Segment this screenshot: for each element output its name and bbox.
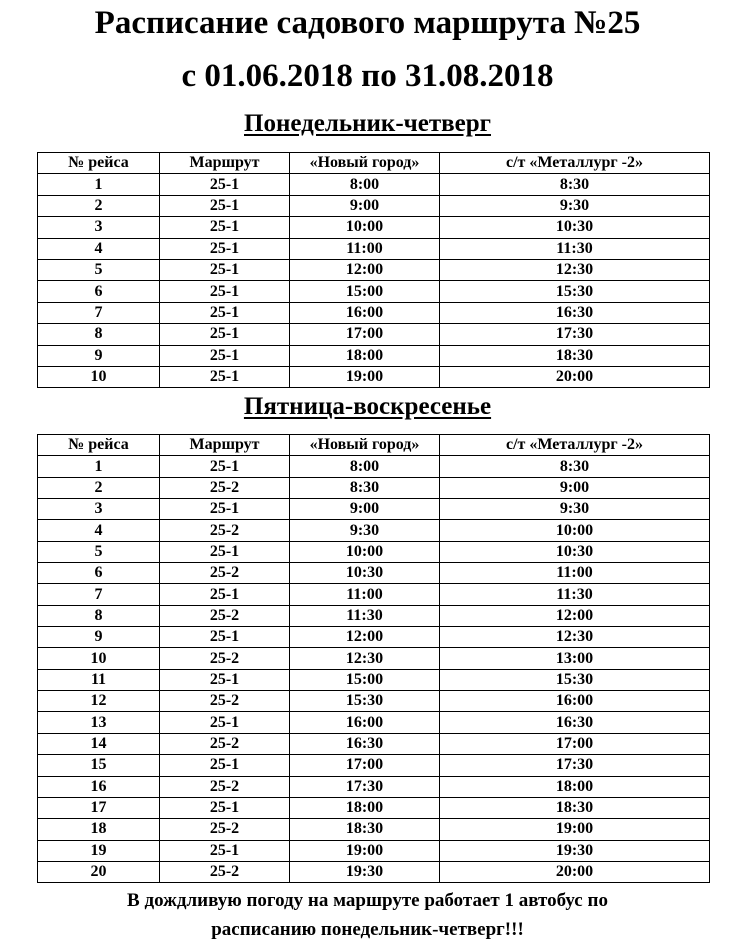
route-cell: 25-2 <box>160 520 290 541</box>
trip-number-cell: 2 <box>38 477 160 498</box>
novy-gorod-time-cell: 15:00 <box>290 669 440 690</box>
table-row <box>38 477 710 498</box>
novy-gorod-time-cell: 18:00 <box>290 797 440 818</box>
trip-number-cell: 9 <box>38 345 160 366</box>
novy-gorod-time-cell: 19:00 <box>290 840 440 861</box>
trip-number-cell: 12 <box>38 691 160 712</box>
page-title: Расписание садового маршрута №25 <box>94 5 641 41</box>
novy-gorod-time-cell: 12:00 <box>290 259 440 280</box>
route-cell: 25-1 <box>160 281 290 302</box>
table-row <box>38 712 710 733</box>
column-header-metallurg: с/т «Металлург -2» <box>440 153 710 174</box>
route-cell: 25-1 <box>160 456 290 477</box>
table-row <box>38 324 710 345</box>
novy-gorod-time-cell: 10:30 <box>290 563 440 584</box>
metallurg-time-cell: 17:00 <box>440 733 710 754</box>
novy-gorod-time-cell: 17:00 <box>290 755 440 776</box>
metallurg-time-cell: 16:30 <box>440 712 710 733</box>
metallurg-time-cell: 8:30 <box>440 456 710 477</box>
route-cell: 25-1 <box>160 195 290 216</box>
table-row <box>38 281 710 302</box>
table-header-row <box>38 153 710 174</box>
table-row <box>38 217 710 238</box>
metallurg-time-cell: 18:30 <box>440 797 710 818</box>
table-row <box>38 733 710 754</box>
novy-gorod-time-cell: 19:30 <box>290 861 440 882</box>
metallurg-time-cell: 12:30 <box>440 627 710 648</box>
trip-number-cell: 8 <box>38 605 160 626</box>
table-header-row <box>38 435 710 456</box>
route-cell: 25-1 <box>160 324 290 345</box>
route-cell: 25-1 <box>160 712 290 733</box>
metallurg-time-cell: 11:30 <box>440 584 710 605</box>
metallurg-time-cell: 12:30 <box>440 259 710 280</box>
route-cell: 25-2 <box>160 648 290 669</box>
trip-number-cell: 11 <box>38 669 160 690</box>
trip-number-cell: 6 <box>38 563 160 584</box>
route-cell: 25-1 <box>160 345 290 366</box>
route-cell: 25-2 <box>160 605 290 626</box>
route-cell: 25-2 <box>160 477 290 498</box>
trip-number-cell: 3 <box>38 499 160 520</box>
table-row <box>38 456 710 477</box>
date-range: с 01.06.2018 по 31.08.2018 <box>181 58 554 94</box>
novy-gorod-time-cell: 9:30 <box>290 520 440 541</box>
metallurg-time-cell: 13:00 <box>440 648 710 669</box>
trip-number-cell: 8 <box>38 324 160 345</box>
trip-number-cell: 5 <box>38 541 160 562</box>
trip-number-cell: 19 <box>38 840 160 861</box>
metallurg-time-cell: 16:00 <box>440 691 710 712</box>
column-header-trip-number: № рейса <box>38 153 160 174</box>
trip-number-cell: 6 <box>38 281 160 302</box>
route-cell: 25-1 <box>160 755 290 776</box>
trip-number-cell: 7 <box>38 584 160 605</box>
metallurg-time-cell: 11:30 <box>440 238 710 259</box>
route-cell: 25-2 <box>160 691 290 712</box>
route-cell: 25-1 <box>160 840 290 861</box>
table-row <box>38 627 710 648</box>
metallurg-time-cell: 20:00 <box>440 861 710 882</box>
route-cell: 25-1 <box>160 174 290 195</box>
table-row <box>38 861 710 882</box>
route-cell: 25-1 <box>160 499 290 520</box>
novy-gorod-time-cell: 15:00 <box>290 281 440 302</box>
table-row <box>38 302 710 323</box>
trip-number-cell: 7 <box>38 302 160 323</box>
trip-number-cell: 9 <box>38 627 160 648</box>
table-row <box>38 259 710 280</box>
table-row <box>38 755 710 776</box>
route-cell: 25-1 <box>160 238 290 259</box>
trip-number-cell: 17 <box>38 797 160 818</box>
novy-gorod-time-cell: 9:00 <box>290 499 440 520</box>
column-header-metallurg: с/т «Металлург -2» <box>440 435 710 456</box>
route-cell: 25-1 <box>160 302 290 323</box>
weekday-schedule-table <box>37 152 710 388</box>
route-cell: 25-2 <box>160 819 290 840</box>
novy-gorod-time-cell: 15:30 <box>290 691 440 712</box>
table-row <box>38 605 710 626</box>
route-cell: 25-1 <box>160 541 290 562</box>
trip-number-cell: 4 <box>38 238 160 259</box>
trip-number-cell: 10 <box>38 366 160 387</box>
table-row <box>38 541 710 562</box>
route-cell: 25-1 <box>160 366 290 387</box>
table-row <box>38 195 710 216</box>
metallurg-time-cell: 19:00 <box>440 819 710 840</box>
route-cell: 25-1 <box>160 797 290 818</box>
metallurg-time-cell: 15:30 <box>440 669 710 690</box>
route-cell: 25-2 <box>160 861 290 882</box>
novy-gorod-time-cell: 19:00 <box>290 366 440 387</box>
column-header-route: Маршрут <box>160 153 290 174</box>
table-row <box>38 840 710 861</box>
trip-number-cell: 14 <box>38 733 160 754</box>
column-header-novy-gorod: «Новый город» <box>290 435 440 456</box>
metallurg-time-cell: 19:30 <box>440 840 710 861</box>
novy-gorod-time-cell: 11:00 <box>290 238 440 259</box>
table-row <box>38 238 710 259</box>
trip-number-cell: 1 <box>38 174 160 195</box>
novy-gorod-time-cell: 12:00 <box>290 627 440 648</box>
route-cell: 25-1 <box>160 669 290 690</box>
table-row <box>38 691 710 712</box>
rain-notice-line1: В дождливую погоду на маршруте работает 1 автобус по <box>127 890 608 911</box>
table-row <box>38 174 710 195</box>
metallurg-time-cell: 20:00 <box>440 366 710 387</box>
novy-gorod-time-cell: 16:00 <box>290 712 440 733</box>
novy-gorod-time-cell: 8:30 <box>290 477 440 498</box>
table-row <box>38 366 710 387</box>
table-row <box>38 499 710 520</box>
table-row <box>38 669 710 690</box>
weekday-heading: Понедельник-четверг <box>244 110 491 137</box>
route-cell: 25-2 <box>160 563 290 584</box>
table-row <box>38 345 710 366</box>
trip-number-cell: 4 <box>38 520 160 541</box>
table-row <box>38 648 710 669</box>
metallurg-time-cell: 17:30 <box>440 324 710 345</box>
novy-gorod-time-cell: 16:30 <box>290 733 440 754</box>
route-cell: 25-2 <box>160 776 290 797</box>
novy-gorod-time-cell: 8:00 <box>290 174 440 195</box>
metallurg-time-cell: 18:30 <box>440 345 710 366</box>
metallurg-time-cell: 10:00 <box>440 520 710 541</box>
metallurg-time-cell: 15:30 <box>440 281 710 302</box>
novy-gorod-time-cell: 12:30 <box>290 648 440 669</box>
trip-number-cell: 15 <box>38 755 160 776</box>
novy-gorod-time-cell: 18:30 <box>290 819 440 840</box>
route-cell: 25-1 <box>160 217 290 238</box>
column-header-trip-number: № рейса <box>38 435 160 456</box>
novy-gorod-time-cell: 17:30 <box>290 776 440 797</box>
novy-gorod-time-cell: 9:00 <box>290 195 440 216</box>
metallurg-time-cell: 9:30 <box>440 499 710 520</box>
novy-gorod-time-cell: 17:00 <box>290 324 440 345</box>
metallurg-time-cell: 17:30 <box>440 755 710 776</box>
weekend-schedule-table <box>37 434 710 883</box>
table-row <box>38 797 710 818</box>
trip-number-cell: 5 <box>38 259 160 280</box>
table-row <box>38 819 710 840</box>
table-row <box>38 520 710 541</box>
route-cell: 25-2 <box>160 733 290 754</box>
trip-number-cell: 16 <box>38 776 160 797</box>
rain-notice-line2: расписанию понедельник-четверг!!! <box>211 919 524 940</box>
table-row <box>38 776 710 797</box>
trip-number-cell: 20 <box>38 861 160 882</box>
trip-number-cell: 2 <box>38 195 160 216</box>
novy-gorod-time-cell: 10:00 <box>290 217 440 238</box>
metallurg-time-cell: 16:30 <box>440 302 710 323</box>
trip-number-cell: 18 <box>38 819 160 840</box>
novy-gorod-time-cell: 8:00 <box>290 456 440 477</box>
column-header-route: Маршрут <box>160 435 290 456</box>
metallurg-time-cell: 10:30 <box>440 541 710 562</box>
metallurg-time-cell: 9:30 <box>440 195 710 216</box>
metallurg-time-cell: 8:30 <box>440 174 710 195</box>
metallurg-time-cell: 10:30 <box>440 217 710 238</box>
novy-gorod-time-cell: 11:30 <box>290 605 440 626</box>
trip-number-cell: 1 <box>38 456 160 477</box>
weekend-heading: Пятница-воскресенье <box>243 393 492 420</box>
novy-gorod-time-cell: 10:00 <box>290 541 440 562</box>
novy-gorod-time-cell: 18:00 <box>290 345 440 366</box>
metallurg-time-cell: 12:00 <box>440 605 710 626</box>
route-cell: 25-1 <box>160 627 290 648</box>
novy-gorod-time-cell: 11:00 <box>290 584 440 605</box>
table-row <box>38 584 710 605</box>
route-cell: 25-1 <box>160 259 290 280</box>
trip-number-cell: 3 <box>38 217 160 238</box>
metallurg-time-cell: 18:00 <box>440 776 710 797</box>
metallurg-time-cell: 11:00 <box>440 563 710 584</box>
novy-gorod-time-cell: 16:00 <box>290 302 440 323</box>
trip-number-cell: 10 <box>38 648 160 669</box>
column-header-novy-gorod: «Новый город» <box>290 153 440 174</box>
trip-number-cell: 13 <box>38 712 160 733</box>
table-row <box>38 563 710 584</box>
metallurg-time-cell: 9:00 <box>440 477 710 498</box>
route-cell: 25-1 <box>160 584 290 605</box>
